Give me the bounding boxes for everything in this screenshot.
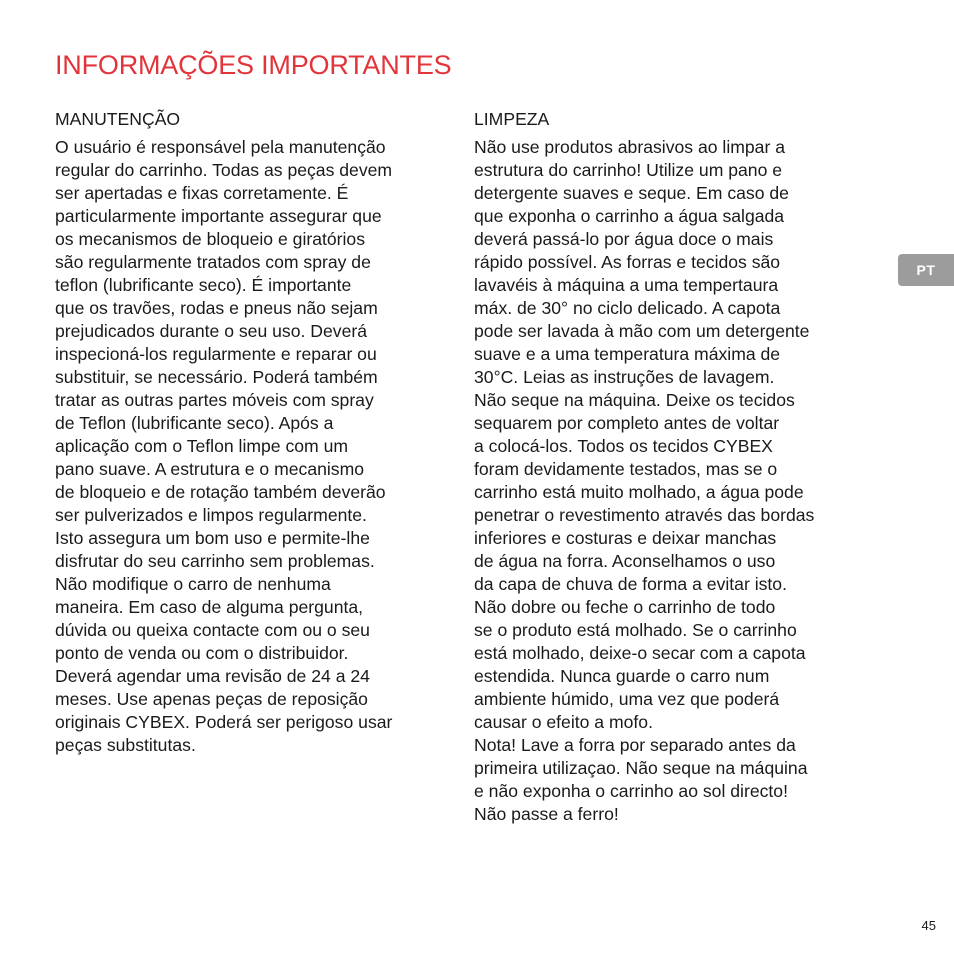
text-line: de Teflon (lubrificante seco). Após a — [55, 413, 334, 433]
maintenance-body — [55, 136, 445, 757]
text-line: estrutura do carrinho! Utilize um pano e — [474, 160, 783, 180]
text-line: Não seque na máquina. Deixe os tecidos — [474, 390, 795, 410]
text-line: tratar as outras partes móveis com spray — [55, 390, 374, 410]
text-line: substituir, se necessário. Poderá também — [55, 367, 378, 387]
text-line: penetrar o revestimento através das bordas — [474, 505, 815, 525]
text-line: rápido possível. As forras e tecidos são — [474, 252, 781, 272]
text-line: de água na forra. Aconselhamos o uso — [474, 551, 776, 571]
text-line: primeira utilizaçao. Não seque na máquina — [474, 758, 808, 778]
page-title: INFORMAÇÕES IMPORTANTES — [55, 50, 452, 80]
text-line: maneira. Em caso de alguma pergunta, — [55, 597, 364, 617]
text-line: foram devidamente testados, mas se o — [474, 459, 778, 479]
text-line: lavavéis à máquina a uma tempertaura — [474, 275, 779, 295]
text-line: são regularmente tratados com spray de — [55, 252, 371, 272]
text-line: aplicação com o Teflon limpe com um — [55, 436, 349, 456]
text-line: de bloqueio e de rotação também deverão — [55, 482, 386, 502]
text-line: pode ser lavada à mão com um detergente — [474, 321, 810, 341]
text-line: Nota! Lave a forra por separado antes da — [474, 735, 796, 755]
text-line: ser apertadas e fixas corretamente. É — [55, 183, 349, 203]
text-line: dúvida ou queixa contacte com ou o seu — [55, 620, 370, 640]
page-number: 45 — [921, 918, 936, 933]
text-line: peças substitutas. — [55, 735, 196, 755]
text-line: da capa de chuva de forma a evitar isto. — [474, 574, 787, 594]
text-line: Isto assegura um bom uso e permite-lhe — [55, 528, 370, 548]
text-line: inspecioná-los regularmente e reparar ou — [55, 344, 377, 364]
text-line: detergente suaves e seque. Em caso de — [474, 183, 789, 203]
text-line: 30°C. Leias as instruções de lavagem. — [474, 367, 775, 387]
text-line: causar o efeito a mofo. — [474, 712, 653, 732]
maintenance-section — [55, 108, 445, 757]
text-line: Não modifique o carro de nenhuma — [55, 574, 331, 594]
text-line: se o produto está molhado. Se o carrinho — [474, 620, 797, 640]
text-line: Não dobre ou feche o carrinho de todo — [474, 597, 776, 617]
text-line: originais CYBEX. Poderá ser perigoso usar — [55, 712, 393, 732]
cleaning-body — [474, 136, 869, 826]
text-line: ambiente húmido, uma vez que poderá — [474, 689, 780, 709]
text-line: Não use produtos abrasivos ao limpar a — [474, 137, 785, 157]
text-line: Deverá agendar uma revisão de 24 a 24 — [55, 666, 370, 686]
text-line: máx. de 30° no ciclo delicado. A capota — [474, 298, 781, 318]
text-line: carrinho está muito molhado, a água pode — [474, 482, 804, 502]
text-line: regular do carrinho. Todas as peças devem — [55, 160, 393, 180]
cleaning-heading: LIMPEZA — [474, 109, 550, 129]
text-line: sequarem por completo antes de voltar — [474, 413, 780, 433]
text-line: meses. Use apenas peças de reposição — [55, 689, 368, 709]
language-tab: PT — [898, 254, 954, 286]
text-line: pano suave. A estrutura e o mecanismo — [55, 459, 365, 479]
text-line: que os travões, rodas e pneus não sejam — [55, 298, 378, 318]
text-line: inferiores e costuras e deixar manchas — [474, 528, 777, 548]
text-line: particularmente importante assegurar que — [55, 206, 382, 226]
text-line: ponto de venda ou com o distribuidor. — [55, 643, 349, 663]
text-line: O usuário é responsável pela manutenção — [55, 137, 386, 157]
text-line: Não passe a ferro! — [474, 804, 619, 824]
text-line: que exponha o carrinho a água salgada — [474, 206, 785, 226]
text-line: teflon (lubrificante seco). É importante — [55, 275, 352, 295]
text-line: ser pulverizados e limpos regularmente. — [55, 505, 367, 525]
maintenance-heading: MANUTENÇÃO — [55, 109, 181, 129]
cleaning-section — [474, 108, 869, 826]
text-line: e não exponha o carrinho ao sol directo! — [474, 781, 788, 801]
text-line: está molhado, deixe-o secar com a capota — [474, 643, 806, 663]
text-line: os mecanismos de bloqueio e giratórios — [55, 229, 366, 249]
text-line: estendida. Nunca guarde o carro num — [474, 666, 770, 686]
text-line: deverá passá-lo por água doce o mais — [474, 229, 774, 249]
text-line: disfrutar do seu carrinho sem problemas. — [55, 551, 375, 571]
text-line: prejudicados durante o seu uso. Deverá — [55, 321, 367, 341]
text-line: a colocá-los. Todos os tecidos CYBEX — [474, 436, 773, 456]
text-line: suave e a uma temperatura máxima de — [474, 344, 781, 364]
